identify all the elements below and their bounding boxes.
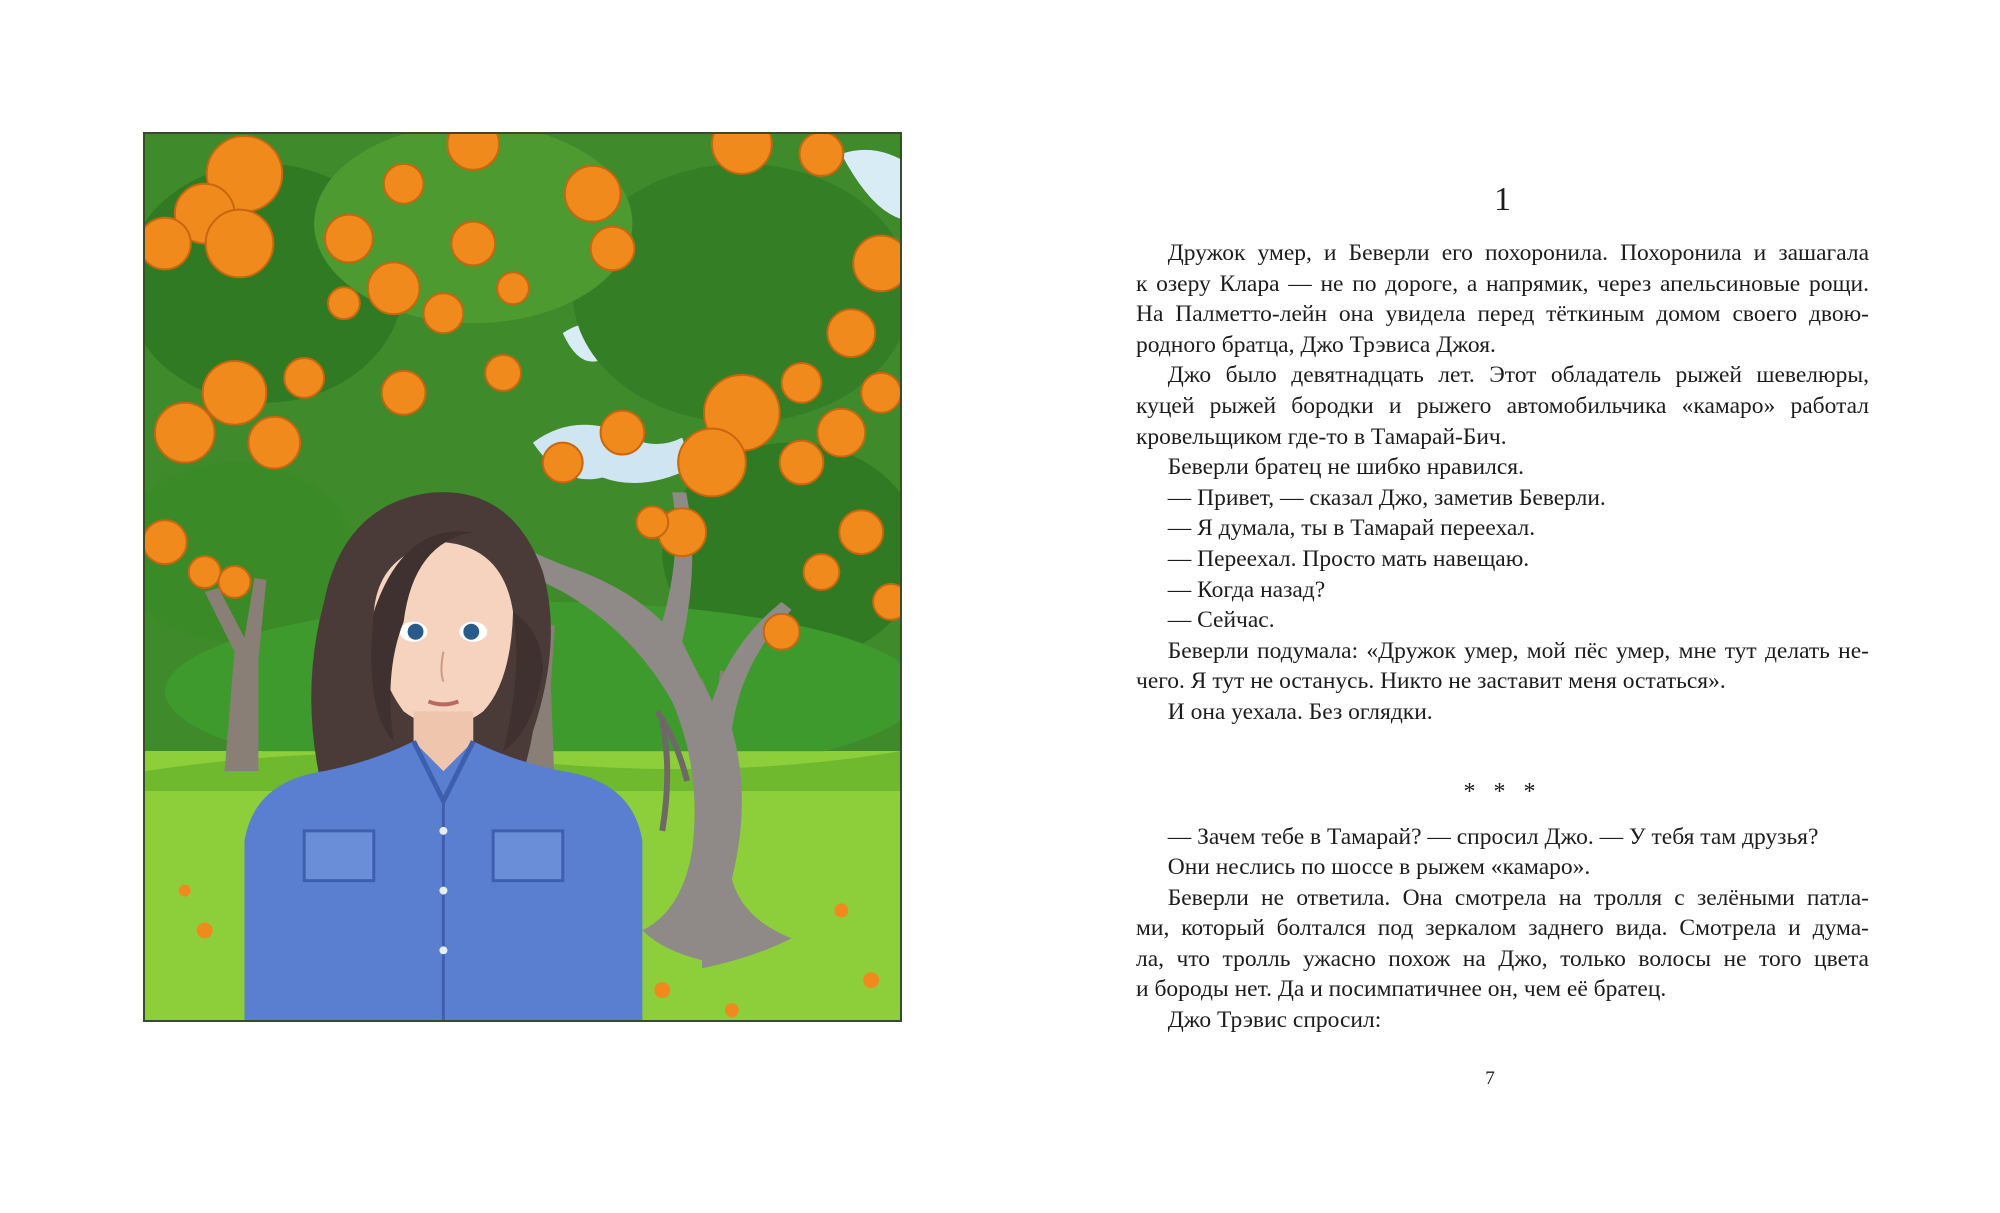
text-line: — Зачем тебе в Тамарай? — спросил Джо. — У тебя там друзья?	[1167, 823, 1819, 850]
text-line: — Когда назад?	[1167, 576, 1326, 603]
dialogue-line	[1136, 513, 1869, 544]
text-line: куцей рыжей бородки и рыжего автомобильчика «камаро» работал	[1136, 392, 1869, 419]
text-line: Они неслись по шоссе в рыжем «камаро».	[1167, 854, 1591, 881]
paragraph	[1136, 697, 1869, 728]
text-line: к озеру Клара — не по дороге, а напрямик, через апельсиновые рощи.	[1136, 270, 1869, 297]
text-line: ми, который болтался под зеркалом заднего вида. Смотрела и дума-	[1136, 915, 1869, 942]
text-line: Джо было девятнадцать лет. Этот обладатель рыжей шевелюры,	[1167, 362, 1869, 389]
text-line: На Палметто-лейн она увидела перед тёткиным домом своего двою-	[1136, 301, 1869, 328]
paragraph	[1136, 883, 1869, 1005]
text-line: — Я думала, ты в Тамарай переехал.	[1167, 515, 1536, 542]
paragraph	[1136, 452, 1869, 483]
text-page	[1136, 170, 1869, 1036]
text-line: Беверли братец не шибко нравился.	[1167, 454, 1524, 481]
paragraph	[1136, 852, 1869, 883]
text-line: Беверли не ответила. Она смотрела на тролля с зелёными патла-	[1167, 884, 1869, 911]
text-line: ла, что тролль ужасно похож на Джо, только волосы не того цвета	[1136, 945, 1869, 972]
chapter-number: 1	[1494, 181, 1511, 218]
text-line: чего. Я тут не останусь. Никто не заставит меня остаться».	[1136, 668, 1726, 695]
text-line: Беверли подумала: «Дружок умер, мой пёс умер, мне тут делать не-	[1167, 637, 1869, 664]
text-line: и бороды нет. Да и посимпатичнее он, чем её братец.	[1136, 976, 1667, 1003]
dialogue-line	[1136, 822, 1869, 853]
orange-grove-illustration	[143, 132, 902, 1022]
chapter-part-2	[1136, 822, 1869, 1036]
text-line: кровельщиком где-то в Тамарай-Бич.	[1136, 423, 1507, 450]
paragraph	[1136, 360, 1869, 452]
illustration-art	[145, 134, 900, 1020]
paragraph	[1136, 636, 1869, 697]
page-number: 7	[1485, 1068, 1495, 1089]
text-line: Дружок умер, и Беверли его похоронила. Похоронила и зашагала	[1167, 240, 1869, 266]
dialogue-line	[1136, 575, 1869, 606]
paragraph	[1136, 1005, 1869, 1036]
text-line: — Привет, — сказал Джо, заметив Беверли.	[1167, 484, 1606, 511]
text-line: Джо Трэвис спросил:	[1167, 1007, 1382, 1034]
section-separator: * * *	[1463, 778, 1542, 805]
dialogue-line	[1136, 544, 1869, 575]
dialogue-line	[1136, 483, 1869, 514]
dialogue-line	[1136, 605, 1869, 636]
text-line: родного братца, Джо Трэвиса Джоя.	[1136, 331, 1496, 358]
text-line: — Переехал. Просто мать навещаю.	[1167, 545, 1530, 572]
text-line: — Сейчас.	[1167, 607, 1275, 634]
paragraph	[1136, 238, 1869, 360]
text-line: И она уехала. Без оглядки.	[1167, 698, 1433, 725]
chapter-part-1	[1136, 238, 1869, 728]
